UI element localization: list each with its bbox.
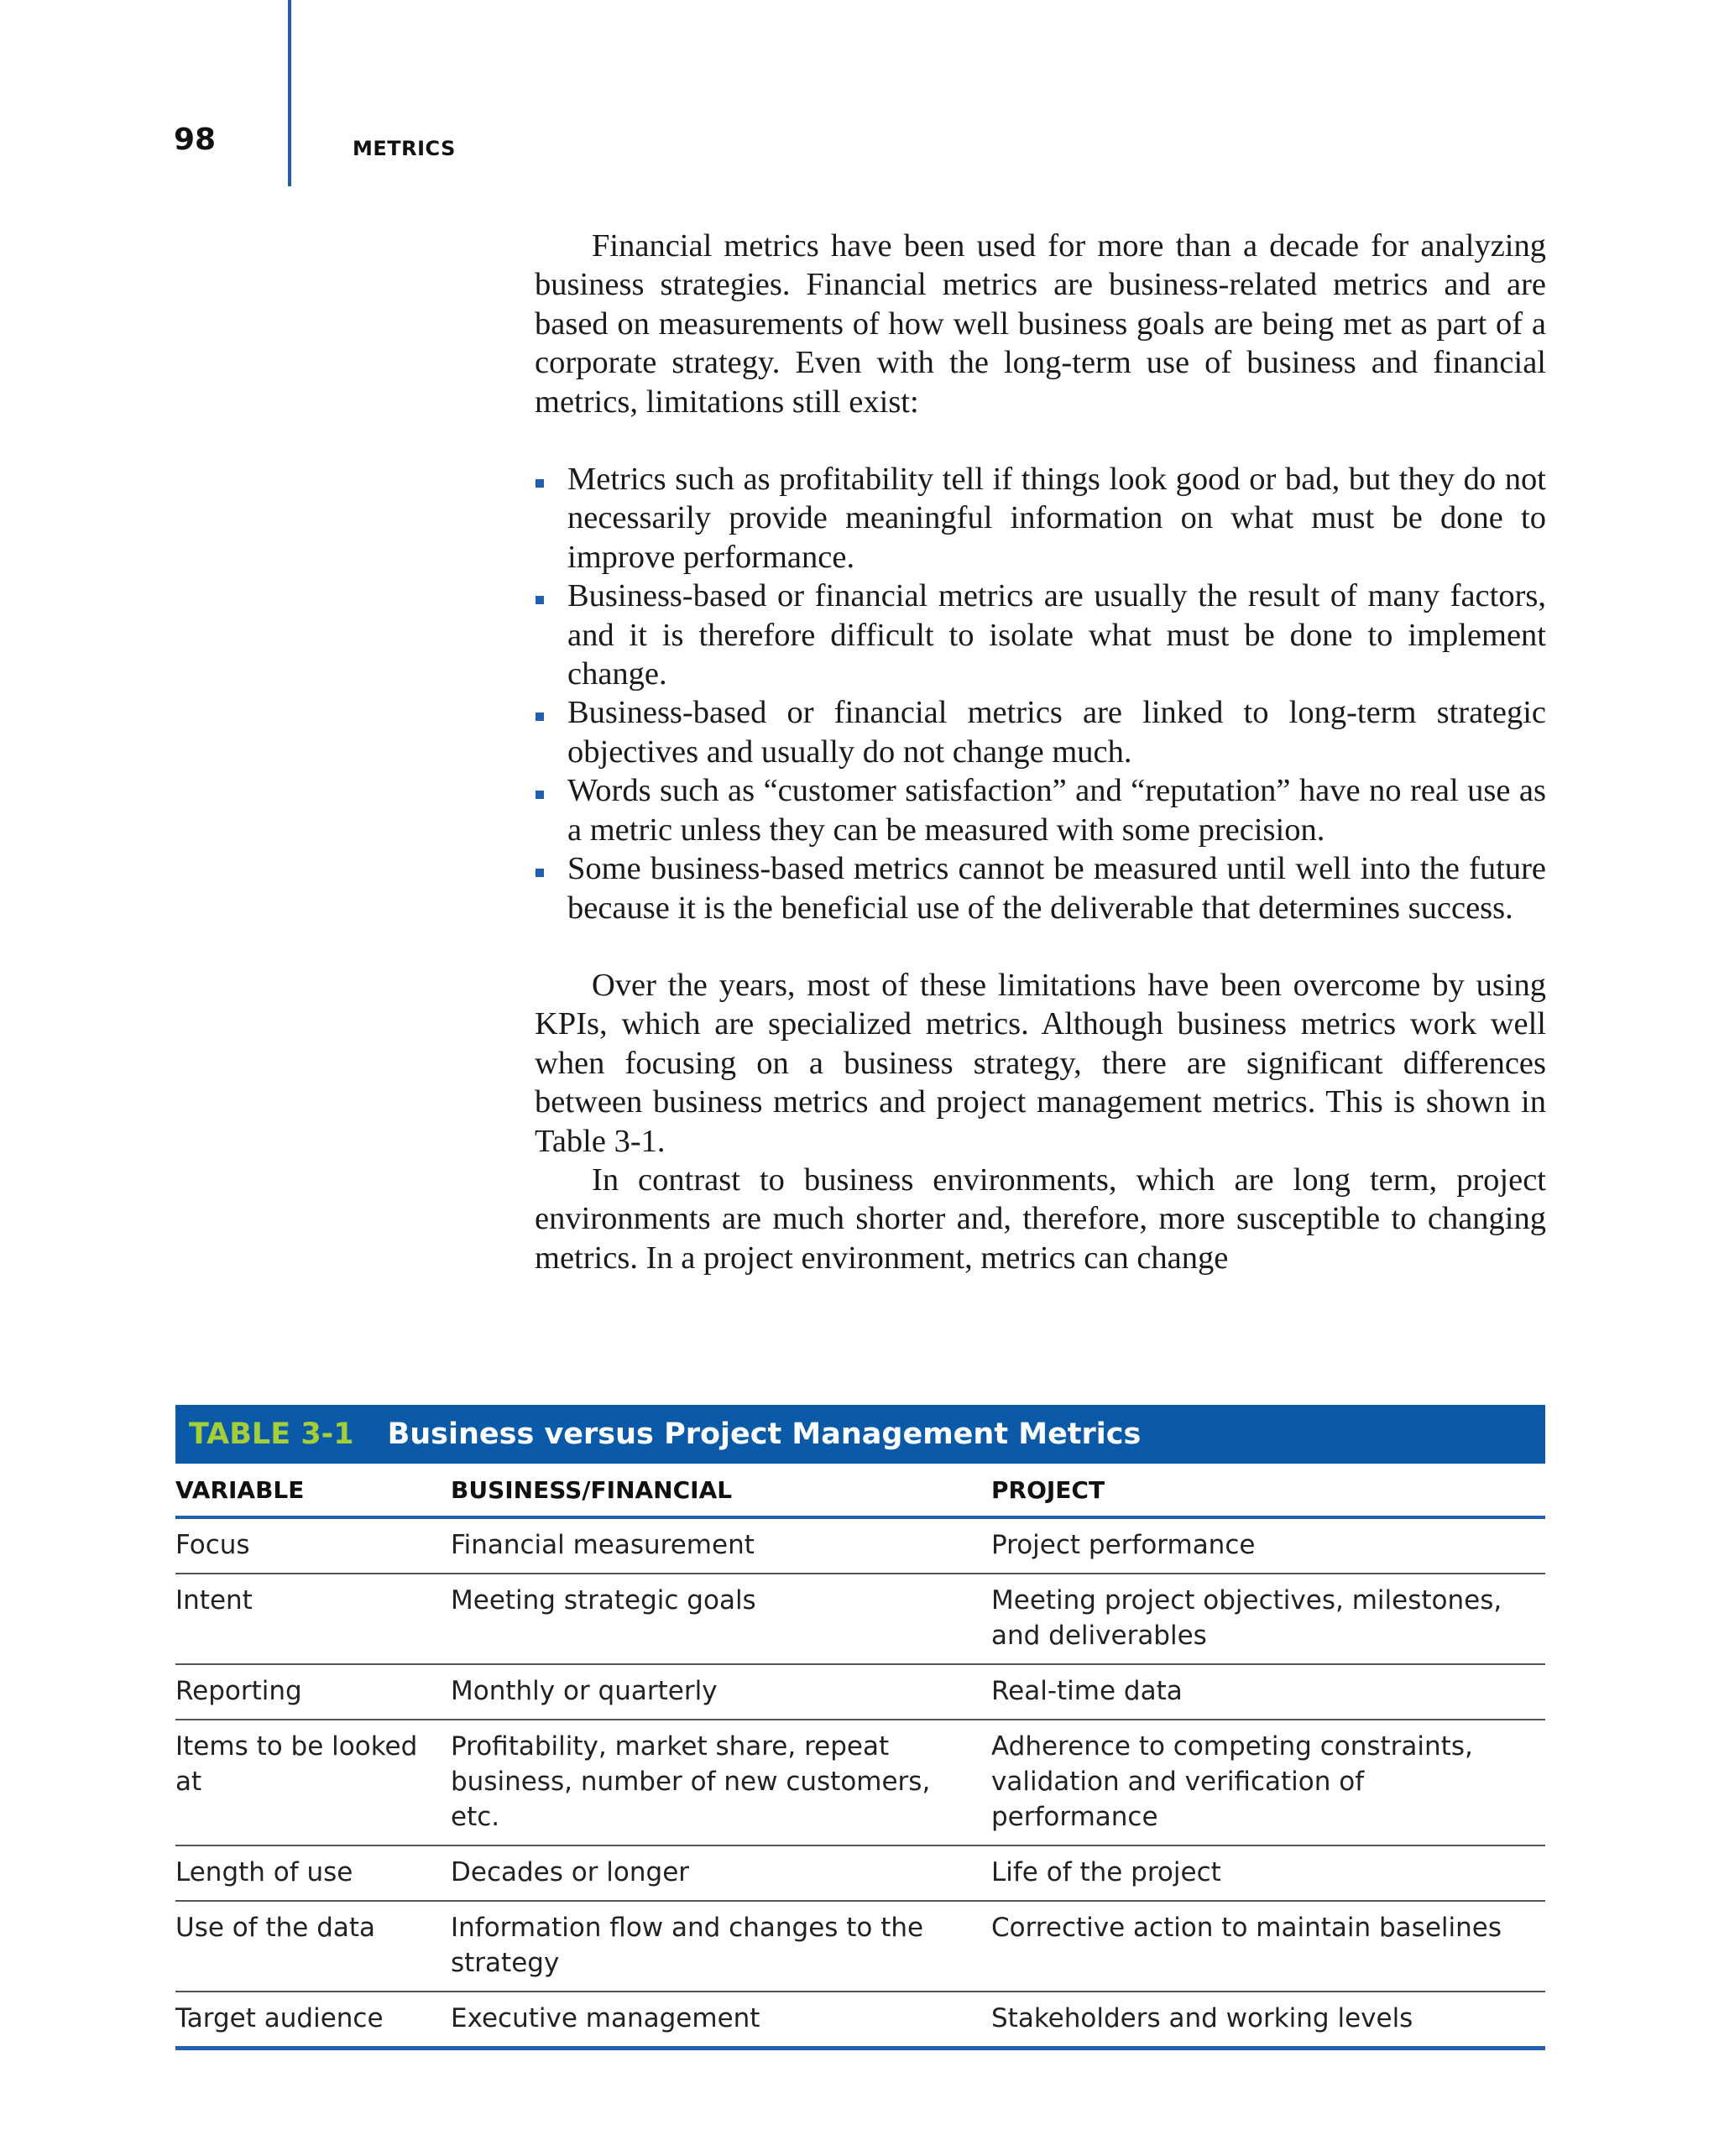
table-title-bar: [175, 1405, 1545, 1464]
table-cell: Profitability, market share, repeat business, number of new customers, etc.: [451, 1720, 991, 1845]
table-cell: Executive management: [451, 1992, 991, 2049]
table-row: [175, 1845, 1545, 1901]
table-cell: Items to be looked at: [175, 1720, 451, 1845]
table-row: [175, 1574, 1545, 1664]
bullet-square-icon: [536, 713, 544, 721]
list-item: Metrics such as profitability tell if things look good or bad, but they do not necessarily provide meaningful information on what must be done to improve performance.: [535, 460, 1546, 577]
list-item: Business-based or financial metrics are linked to long-term strategic objectives and usually do not change much.: [535, 693, 1546, 771]
table-cell: Financial measurement: [451, 1517, 991, 1574]
table-cell: Intent: [175, 1574, 451, 1664]
table-cell: Project performance: [991, 1517, 1545, 1574]
table-row: [175, 1992, 1545, 2049]
paragraph: Financial metrics have been used for more than a decade for analyzing business strategies. Financial metrics are business-related metrics and are based on measurements of how well business goals are being met as part of a corporate strategy. Even with the long-term use of business and financial metrics, limitations still exist:: [535, 228, 1546, 420]
header-rule: [288, 0, 291, 186]
page-number: 98: [174, 123, 217, 157]
table-header-row: [175, 1464, 1545, 1517]
table-row: [175, 1901, 1545, 1992]
table-cell: Adherence to competing constraints, validation and verification of performance: [991, 1720, 1545, 1845]
table-cell: Real-time data: [991, 1664, 1545, 1720]
table-cell: Information flow and changes to the strategy: [451, 1901, 991, 1992]
bullet-square-icon: [536, 596, 544, 604]
table-cell: Decades or longer: [451, 1845, 991, 1901]
table-3-1: [175, 1405, 1545, 2050]
running-head: METRICS: [353, 137, 456, 160]
table-row: [175, 1517, 1545, 1574]
limitations-list: [535, 460, 1546, 927]
bullet-square-icon: [536, 869, 544, 877]
table-row: [175, 1720, 1545, 1845]
table-row: [175, 1664, 1545, 1720]
table-cell: Monthly or quarterly: [451, 1664, 991, 1720]
list-item: Business-based or financial metrics are usually the result of many factors, and it is therefore difficult to isolate what must be done to implement change.: [535, 577, 1546, 693]
table-cell: Length of use: [175, 1845, 451, 1901]
metrics-table: [175, 1464, 1545, 2050]
list-item: Words such as “customer satisfaction” and “reputation” have no real use as a metric unless they can be measured with some precision.: [535, 771, 1546, 849]
table-cell: Meeting project objectives, milestones, and deliverables: [991, 1574, 1545, 1664]
table-cell: Corrective action to maintain baselines: [991, 1901, 1545, 1992]
table-cell: Meeting strategic goals: [451, 1574, 991, 1664]
table-cell: Stakeholders and working levels: [991, 1992, 1545, 2049]
table-title: Business versus Project Management Metrics: [387, 1417, 1142, 1451]
table-cell: Reporting: [175, 1664, 451, 1720]
table-cell: Focus: [175, 1517, 451, 1574]
bullet-square-icon: [536, 479, 544, 488]
list-item: Some business-based metrics cannot be measured until well into the future because it is the beneficial use of the deliverable that determines success.: [535, 849, 1546, 927]
table-cell: Target audience: [175, 1992, 451, 2049]
table-cell: Use of the data: [175, 1901, 451, 1992]
column-header-variable: VARIABLE: [175, 1464, 451, 1517]
column-header-project: PROJECT: [991, 1464, 1545, 1517]
body-text: [535, 227, 1546, 1277]
table-cell: Life of the project: [991, 1845, 1545, 1901]
paragraph: In contrast to business environments, which are long term, project environments are much shorter and, therefore, more susceptible to changing metrics. In a project environment, metrics can change: [535, 1162, 1546, 1276]
paragraph: Over the years, most of these limitations have been overcome by using KPIs, which are specialized metrics. Although business metrics work well when focusing on a business strategy, there are significant differences between business metrics and project management metrics. This is shown in Table 3-1.: [535, 967, 1546, 1159]
bullet-square-icon: [536, 791, 544, 799]
column-header-business: BUSINESS/FINANCIAL: [451, 1464, 991, 1517]
table-label: TABLE 3-1: [189, 1417, 354, 1451]
